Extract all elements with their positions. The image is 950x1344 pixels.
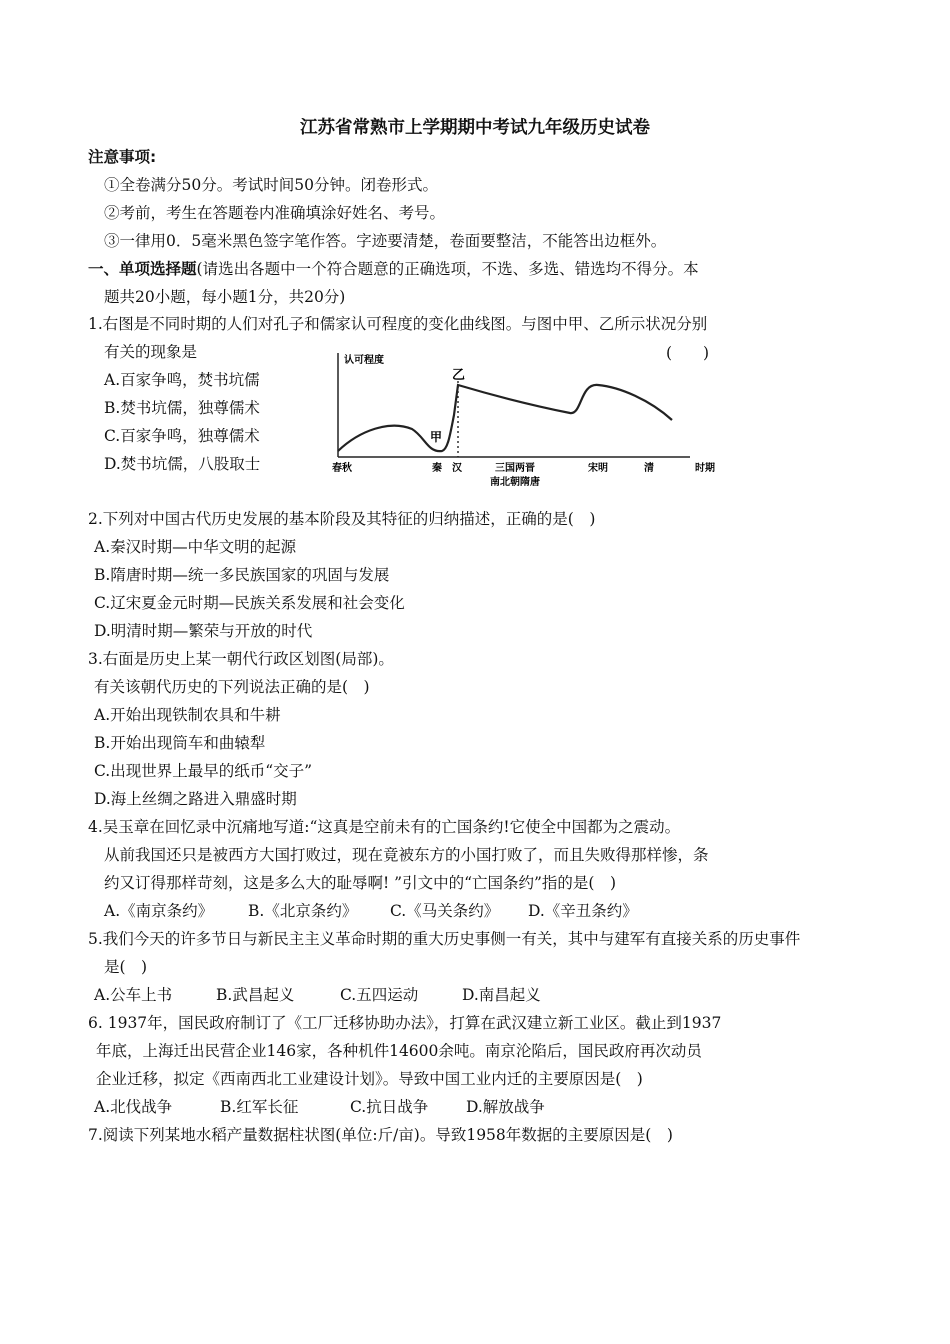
- question-stem: 1.右图是不同时期的人们对孔子和儒家认可程度的变化曲线图。与图中甲、乙所示状况分别: [88, 315, 708, 333]
- tick-label: 三国两晋: [495, 463, 535, 474]
- option-d: D.海上丝绸之路进入鼎盛时期: [94, 790, 297, 808]
- question-stem-cont: 企业迁移，拟定《西南西北工业建设计划》。导致中国工业内迁的主要原因是( ): [96, 1070, 643, 1088]
- question-stem: 4.吴玉章在回忆录中沉痛地写道:“这真是空前未有的亡国条约!它使全中国都为之震动。: [88, 818, 681, 836]
- question-stem: 3.右面是历史上某一朝代行政区划图(局部)。: [88, 650, 394, 668]
- question-stem: 7.阅读下列某地水稻产量数据柱状图(单位:斤/亩)。导致1958年数据的主要原因是( ): [88, 1126, 673, 1144]
- option-d: D.焚书坑儒，八股取士: [104, 455, 261, 473]
- option-a: A.北伐战争: [94, 1098, 173, 1116]
- question-stem-cont: 从前我国还只是被西方大国打败过，现在竟被东方的小国打败了，而且失败得那样惨，条: [104, 846, 709, 864]
- option-d: D.明清时期—繁荣与开放的时代: [94, 622, 313, 640]
- option-c: C.抗日战争: [350, 1098, 429, 1116]
- option-d: D.南昌起义: [462, 986, 541, 1004]
- option-c: C.百家争鸣，独尊儒术: [104, 427, 260, 445]
- option-a: A.《南京条约》: [104, 902, 214, 920]
- answer-paren: ( ): [666, 344, 710, 362]
- option-d: D.《辛丑条约》: [528, 902, 638, 920]
- section-desc-cont: 题共20小题，每小题1分，共20分): [104, 288, 346, 306]
- question-stem-cont: 是( ): [104, 958, 148, 976]
- option-d: D.解放战争: [466, 1098, 545, 1116]
- annotation-yi: 乙: [452, 368, 466, 383]
- notice-item: ②考前，考生在答题卷内准确填涂好姓名、考号。: [104, 204, 446, 222]
- section-desc: (请选出各题中一个符合题意的正确选项，不选、多选、错选均不得分。本: [196, 260, 699, 278]
- option-a: A.公车上书: [94, 986, 173, 1004]
- question-stem-cont: 有关的现象是: [104, 343, 198, 361]
- option-b: B.焚书坑儒，独尊儒术: [104, 399, 260, 417]
- question-stem: 6. 1937年，国民政府制订了《工厂迁移协助办法》，打算在武汉建立新工业区。截止到1937: [88, 1014, 722, 1032]
- notice-item: ①全卷满分50分。考试时间50分钟。闭卷形式。: [104, 176, 438, 194]
- option-b: B.开始出现筒车和曲辕犁: [94, 734, 266, 752]
- section-heading: 一、单项选择题: [88, 260, 197, 278]
- tick-label: 南北朝隋唐: [490, 477, 540, 488]
- y-axis-label: 认可程度: [344, 355, 384, 366]
- option-c: C.出现世界上最早的纸币“交子”: [94, 762, 313, 780]
- tick-label: 汉: [452, 463, 462, 474]
- option-c: C.辽宋夏金元时期—民族关系发展和社会变化: [94, 594, 405, 612]
- notice-item: ③一律用0．5毫米黑色签字笔作答。字迹要清楚，卷面要整洁，不能答出边框外。: [104, 232, 667, 250]
- tick-label: 清: [644, 463, 654, 474]
- option-b: B.红军长征: [220, 1098, 299, 1116]
- question-stem: 2.下列对中国古代历史发展的基本阶段及其特征的归纳描述，正确的是( ): [88, 510, 596, 528]
- notice-heading: 注意事项:: [88, 148, 157, 166]
- option-b: B.武昌起义: [216, 986, 295, 1004]
- option-b: B.《北京条约》: [248, 902, 358, 920]
- option-b: B.隋唐时期—统一多民族国家的巩固与发展: [94, 566, 390, 584]
- x-axis-label: 时期: [695, 463, 715, 474]
- option-c: C.《马关条约》: [390, 902, 500, 920]
- tick-label: 宋明: [588, 463, 608, 474]
- question-stem-cont: 有关该朝代历史的下列说法正确的是( ): [94, 678, 370, 696]
- tick-label: 春秋: [332, 463, 352, 474]
- question-stem-cont: 年底，上海迁出民营企业146家，各种机件14600余吨。南京沦陷后，国民政府再次动员: [96, 1042, 702, 1060]
- recognition-curve: [338, 385, 672, 451]
- page-title: 江苏省常熟市上学期期中考试九年级历史试卷: [300, 118, 650, 138]
- question-stem: 5.我们今天的许多节日与新民主主义革命时期的重大历史事侧一有关，其中与建军有直接关系的历史事件: [88, 930, 801, 948]
- option-a: A.百家争鸣，焚书坑儒: [104, 371, 260, 389]
- question-stem-cont: 约又订得那样苛刻，这是多么大的耻辱啊! ”引文中的“亡国条约”指的是( ): [104, 874, 617, 892]
- section-heading-line: [88, 258, 699, 280]
- option-a: A.开始出现铁制农具和牛耕: [94, 706, 281, 724]
- option-c: C.五四运动: [340, 986, 419, 1004]
- annotation-jia: 甲: [430, 430, 443, 444]
- option-a: A.秦汉时期—中华文明的起源: [94, 538, 297, 556]
- confucianism-recognition-chart: [330, 345, 730, 495]
- tick-label: 秦: [432, 463, 442, 474]
